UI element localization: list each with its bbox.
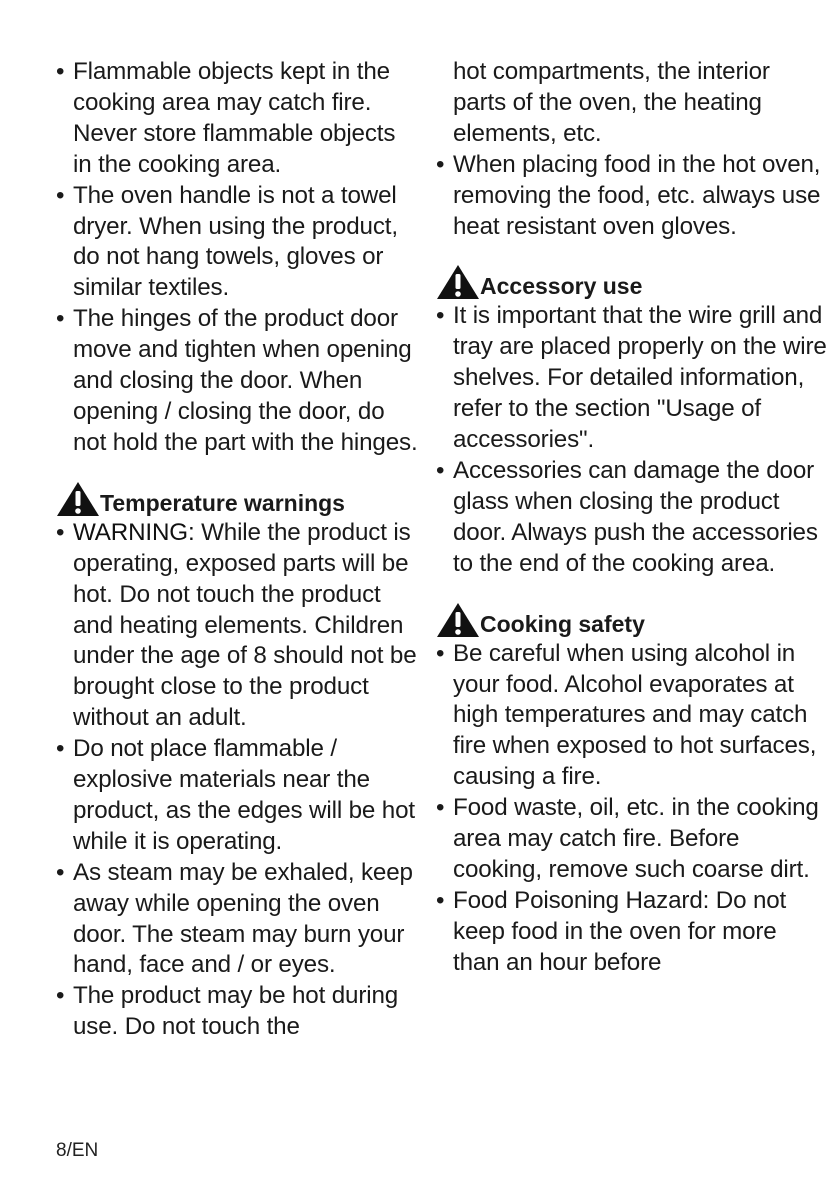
warning-text: While the product is operating, exposed parts will be hot. Do not touch the product and heating elements. Children under the age of 8 should not be brought close to the product without an adult. xyxy=(73,518,417,732)
intro-list xyxy=(56,57,418,459)
temperature-list xyxy=(56,518,418,1043)
list-item: • The oven handle is not a towel dryer. When using the product, do not hang towels, gloves or similar textiles. xyxy=(56,181,418,305)
list-item: • Food Poisoning Hazard: Do not keep food in the oven for more than an hour before xyxy=(436,886,828,979)
section-heading-text: Accessory use xyxy=(480,273,643,300)
list-item: • Be careful when using alcohol in your food. Alcohol evaporates at high temperatures and may catch fire when exposed to hot surfaces, causing a fire. xyxy=(436,639,828,794)
list-item: • When placing food in the hot oven, removing the food, etc. always use heat resistant oven gloves. xyxy=(436,150,828,243)
page-number: 8/EN xyxy=(56,1140,99,1161)
warning-triangle-icon xyxy=(436,601,480,639)
warning-triangle-icon xyxy=(436,263,480,301)
continuation-text-content: hot compartments, the interior parts of the oven, the heating elements, etc. xyxy=(453,58,770,147)
continuation-text xyxy=(436,57,828,150)
list-item: • It is important that the wire grill and tray are placed properly on the wire shelves. For detailed information, refer to the section "Usage of accessories". xyxy=(436,301,828,456)
list-item: • Do not place flammable / explosive materials near the product, as the edges will be hot while it is operating. xyxy=(56,734,418,858)
list-item: • Food waste, oil, etc. in the cooking area may catch fire. Before cooking, remove such coarse dirt. xyxy=(436,793,828,886)
temperature-warnings-heading xyxy=(56,480,418,518)
warning-label: WARNING: xyxy=(73,518,195,546)
cooking-safety-heading xyxy=(436,601,828,639)
list-item: • Flammable objects kept in the cooking area may catch fire. Never store flammable objects in the cooking area. xyxy=(56,57,418,181)
left-column xyxy=(56,57,418,1043)
accessory-list xyxy=(436,301,828,579)
warning-triangle-icon xyxy=(56,480,100,518)
section-heading-text: Cooking safety xyxy=(480,610,645,637)
list-item: • The product may be hot during use. Do not touch the xyxy=(56,981,418,1043)
accessory-use-heading xyxy=(436,263,828,301)
list-item: • The hinges of the product door move and tighten when opening and closing the door. When opening / closing the door, do not hold the part with the hinges. xyxy=(56,304,418,459)
cooking-list xyxy=(436,639,828,979)
continuation-list xyxy=(436,57,828,242)
section-heading-text: Temperature warnings xyxy=(100,489,345,516)
list-item xyxy=(56,518,418,734)
list-item: • As steam may be exhaled, keep away while opening the oven door. The steam may burn your hand, face and / or eyes. xyxy=(56,858,418,982)
right-column xyxy=(436,57,828,979)
list-item: • Accessories can damage the door glass when closing the product door. Always push the accessories to the end of the cooking area. xyxy=(436,456,828,580)
